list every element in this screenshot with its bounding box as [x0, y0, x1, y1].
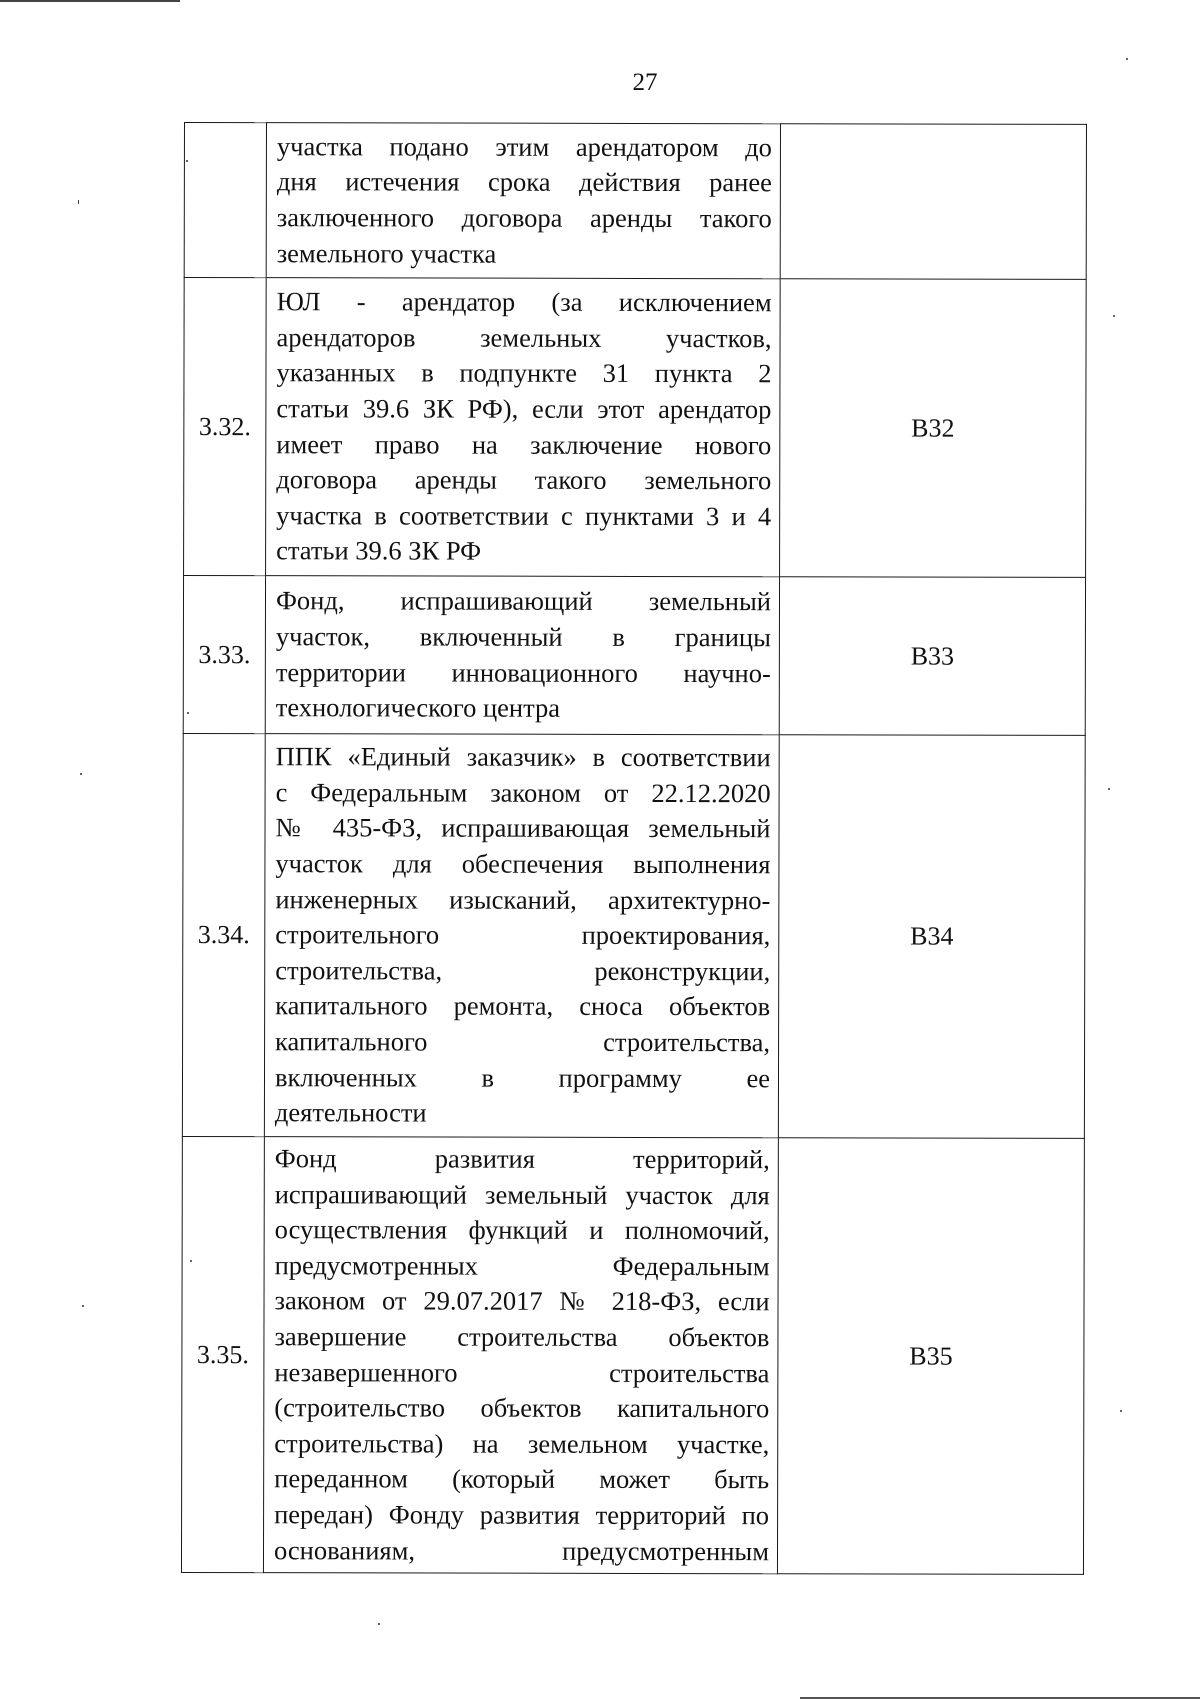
description-line: территории инновационного научно-: [275, 656, 771, 688]
page-number: 27: [632, 69, 658, 96]
description-line: включенных в программу ее: [274, 1061, 771, 1093]
code-cell: [780, 124, 1086, 280]
description-line: строительного проектирования,: [275, 919, 771, 951]
description-line: завершение строительства объектов: [274, 1321, 770, 1353]
description-line: технологического центра: [275, 692, 561, 723]
description-line: незавершенного строительства: [274, 1356, 770, 1388]
code-cell: В32: [780, 279, 1087, 578]
description-line: договора аренды такого земельного: [276, 464, 772, 496]
description-line: предусмотренных Федеральным: [274, 1249, 770, 1282]
description-line: № 435-ФЗ, испрашивающая земельный: [275, 812, 771, 844]
scan-speck: [80, 773, 82, 775]
description-line: переданном (который может быть: [274, 1463, 770, 1495]
description-line: передан) Фонду развития территорий по: [274, 1499, 770, 1531]
table-row: [182, 733, 1085, 1138]
description-line: заключенного договора аренды такого: [276, 202, 772, 234]
table-row: [184, 123, 1086, 280]
description-line: строительства, реконструкции,: [275, 954, 771, 987]
item-number-cell: 3.35.: [181, 1136, 264, 1572]
scan-speck: [78, 200, 79, 204]
description-line: с Федеральным законом от 22.12.2020: [275, 777, 771, 809]
description-line: земельного участка: [276, 237, 497, 269]
description-line: арендаторов земельных участков,: [276, 321, 772, 353]
description-line: указанных в подпункте 31 пункта 2: [276, 357, 772, 389]
description-line: участок, включенный в границы: [275, 621, 771, 653]
table-body: [181, 123, 1086, 1575]
code-cell: В34: [778, 735, 1085, 1139]
item-number-cell: 3.32.: [184, 278, 267, 576]
description-line: основаниям, предусмотренным: [273, 1534, 770, 1566]
description-line: имеет право на заключение нового: [276, 428, 772, 460]
scan-speck: [378, 1623, 380, 1625]
description-line: строительства) на земельном участке,: [274, 1427, 770, 1459]
code-cell: В33: [779, 577, 1085, 736]
scan-speck: [82, 1305, 84, 1307]
description-line: инженерных изысканий, архитектурно-: [275, 883, 771, 915]
description-line: осуществления функций и полномочий,: [274, 1214, 770, 1246]
scan-edge-top: [0, 0, 180, 2]
scan-speck: [1108, 788, 1110, 790]
description-line: участок для обеспечения выполнения: [275, 848, 771, 880]
description-cell: [263, 1137, 778, 1574]
code-cell: В35: [777, 1138, 1084, 1575]
table-row: [181, 1136, 1084, 1574]
scan-speck: [1113, 315, 1115, 317]
description-line: статьи 39.6 ЗК РФ), если этот арендатор: [276, 393, 772, 425]
item-number-cell: 3.34.: [182, 733, 265, 1136]
description-line: капитального ремонта, сноса объектов: [275, 990, 771, 1022]
table-row: [184, 278, 1087, 578]
description-line: участка в соответствии с пунктами 3 и 4: [276, 499, 772, 531]
table-row: [183, 576, 1085, 736]
description-line: ППК «Единый заказчик» в соответствии: [275, 741, 771, 773]
description-line: законом от 29.07.2017 № 218-ФЗ, если: [274, 1285, 770, 1317]
description-line: капитального строительства,: [275, 1026, 771, 1058]
description-line: деятельности: [274, 1097, 427, 1128]
description-cell: [265, 576, 779, 735]
description-line: ЮЛ - арендатор (за исключением: [276, 286, 772, 318]
description-line: статьи 39.6 ЗК РФ: [276, 535, 482, 566]
scan-speck: [186, 160, 188, 162]
description-cell: [264, 734, 779, 1138]
scan-speck: [1126, 58, 1128, 60]
scan-speck: [1120, 1410, 1122, 1412]
description-cell: [266, 123, 780, 279]
description-line: испрашивающий земельный участок для: [274, 1178, 770, 1210]
description-line: Фонд, испрашивающий земельный: [275, 585, 772, 617]
description-line: дня истечения срока действия ранее: [276, 166, 772, 198]
description-cell: [266, 278, 781, 577]
item-number-cell: [184, 123, 266, 278]
description-line: участка подано этим арендатором до: [276, 131, 772, 163]
scan-speck: [187, 712, 189, 714]
description-line: (строительство объектов капитального: [274, 1392, 770, 1424]
document-table: [181, 122, 1087, 1575]
scan-speck: [190, 1260, 192, 1262]
description-line: Фонд развития территорий,: [274, 1143, 770, 1175]
item-number-cell: 3.33.: [183, 576, 265, 734]
